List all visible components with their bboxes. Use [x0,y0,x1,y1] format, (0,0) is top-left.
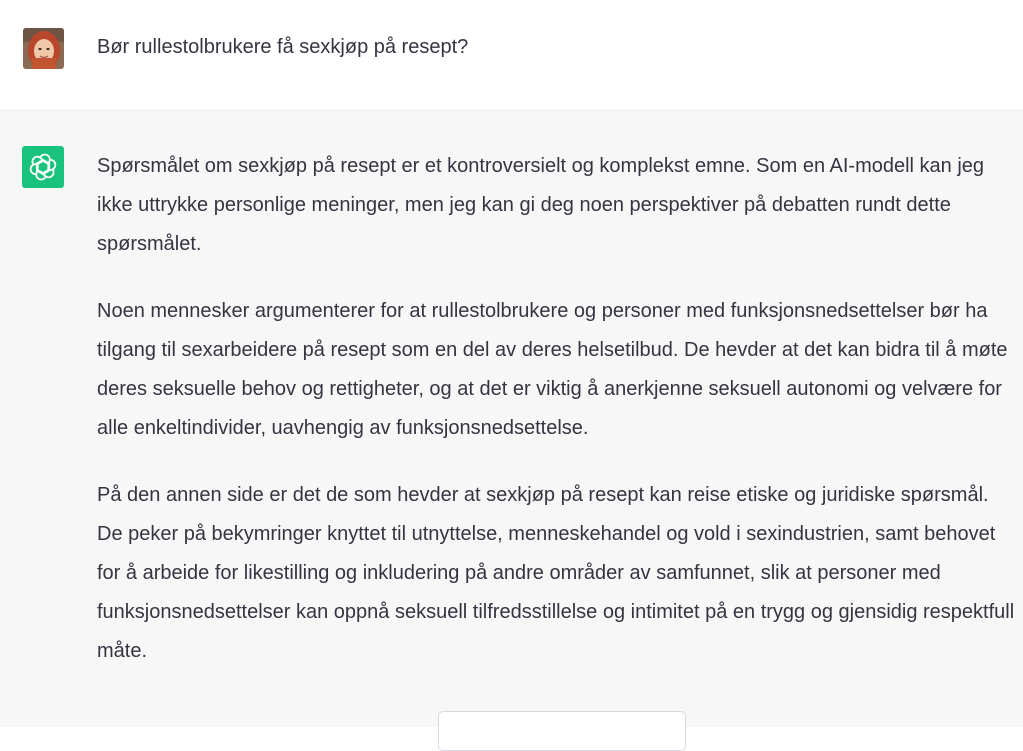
user-message-text: Bør rullestolbrukere få sexkjøp på resept? [97,36,469,58]
assistant-response [97,147,1017,699]
user-avatar [23,28,64,69]
user-avatar-photo-icon [23,28,64,69]
response-paragraph-2: Noen mennesker argumenterer for at rullestolbrukere og personer med funksjonsnedsettelser bør ha tilgang til sexarbeidere på resept som en del av deres helsetilbud. De hevder at det kan bidra til å møte deres seksuelle behov og rettigheter, og at det er viktig å anerkjenne seksuell autonomi og velvære for alle enkeltindivider, uavhengig av funksjonsnedsettelse. [97,300,1008,439]
response-paragraph-1: Spørsmålet om sexkjøp på resept er et kontroversielt og komplekst emne. Som en AI-modell kan jeg ikke uttrykke personlige meninger, men jeg kan gi deg noen perspektiver på debatten rundt dette spørsmålet. [97,155,985,255]
response-paragraph-3: På den annen side er det de som hevder at sexkjøp på resept kan reise etiske og juridiske spørsmål. De peker på bekymringer knyttet til utnyttelse, menneskehandel og vold i sexindustrien, samt behovet for å arbeide for likestilling og inkludering på andre områder av samfunnet, slik at personer med funksjonsnedsettelser kan oppnå seksuell tilfredsstillelse og intimitet på en trygg og gjensidig respektfull måte. [97,484,1015,662]
user-message-row [0,0,1023,110]
assistant-message-row [0,110,1023,727]
regenerate-button[interactable] [438,711,686,751]
openai-logo-icon [22,146,64,188]
